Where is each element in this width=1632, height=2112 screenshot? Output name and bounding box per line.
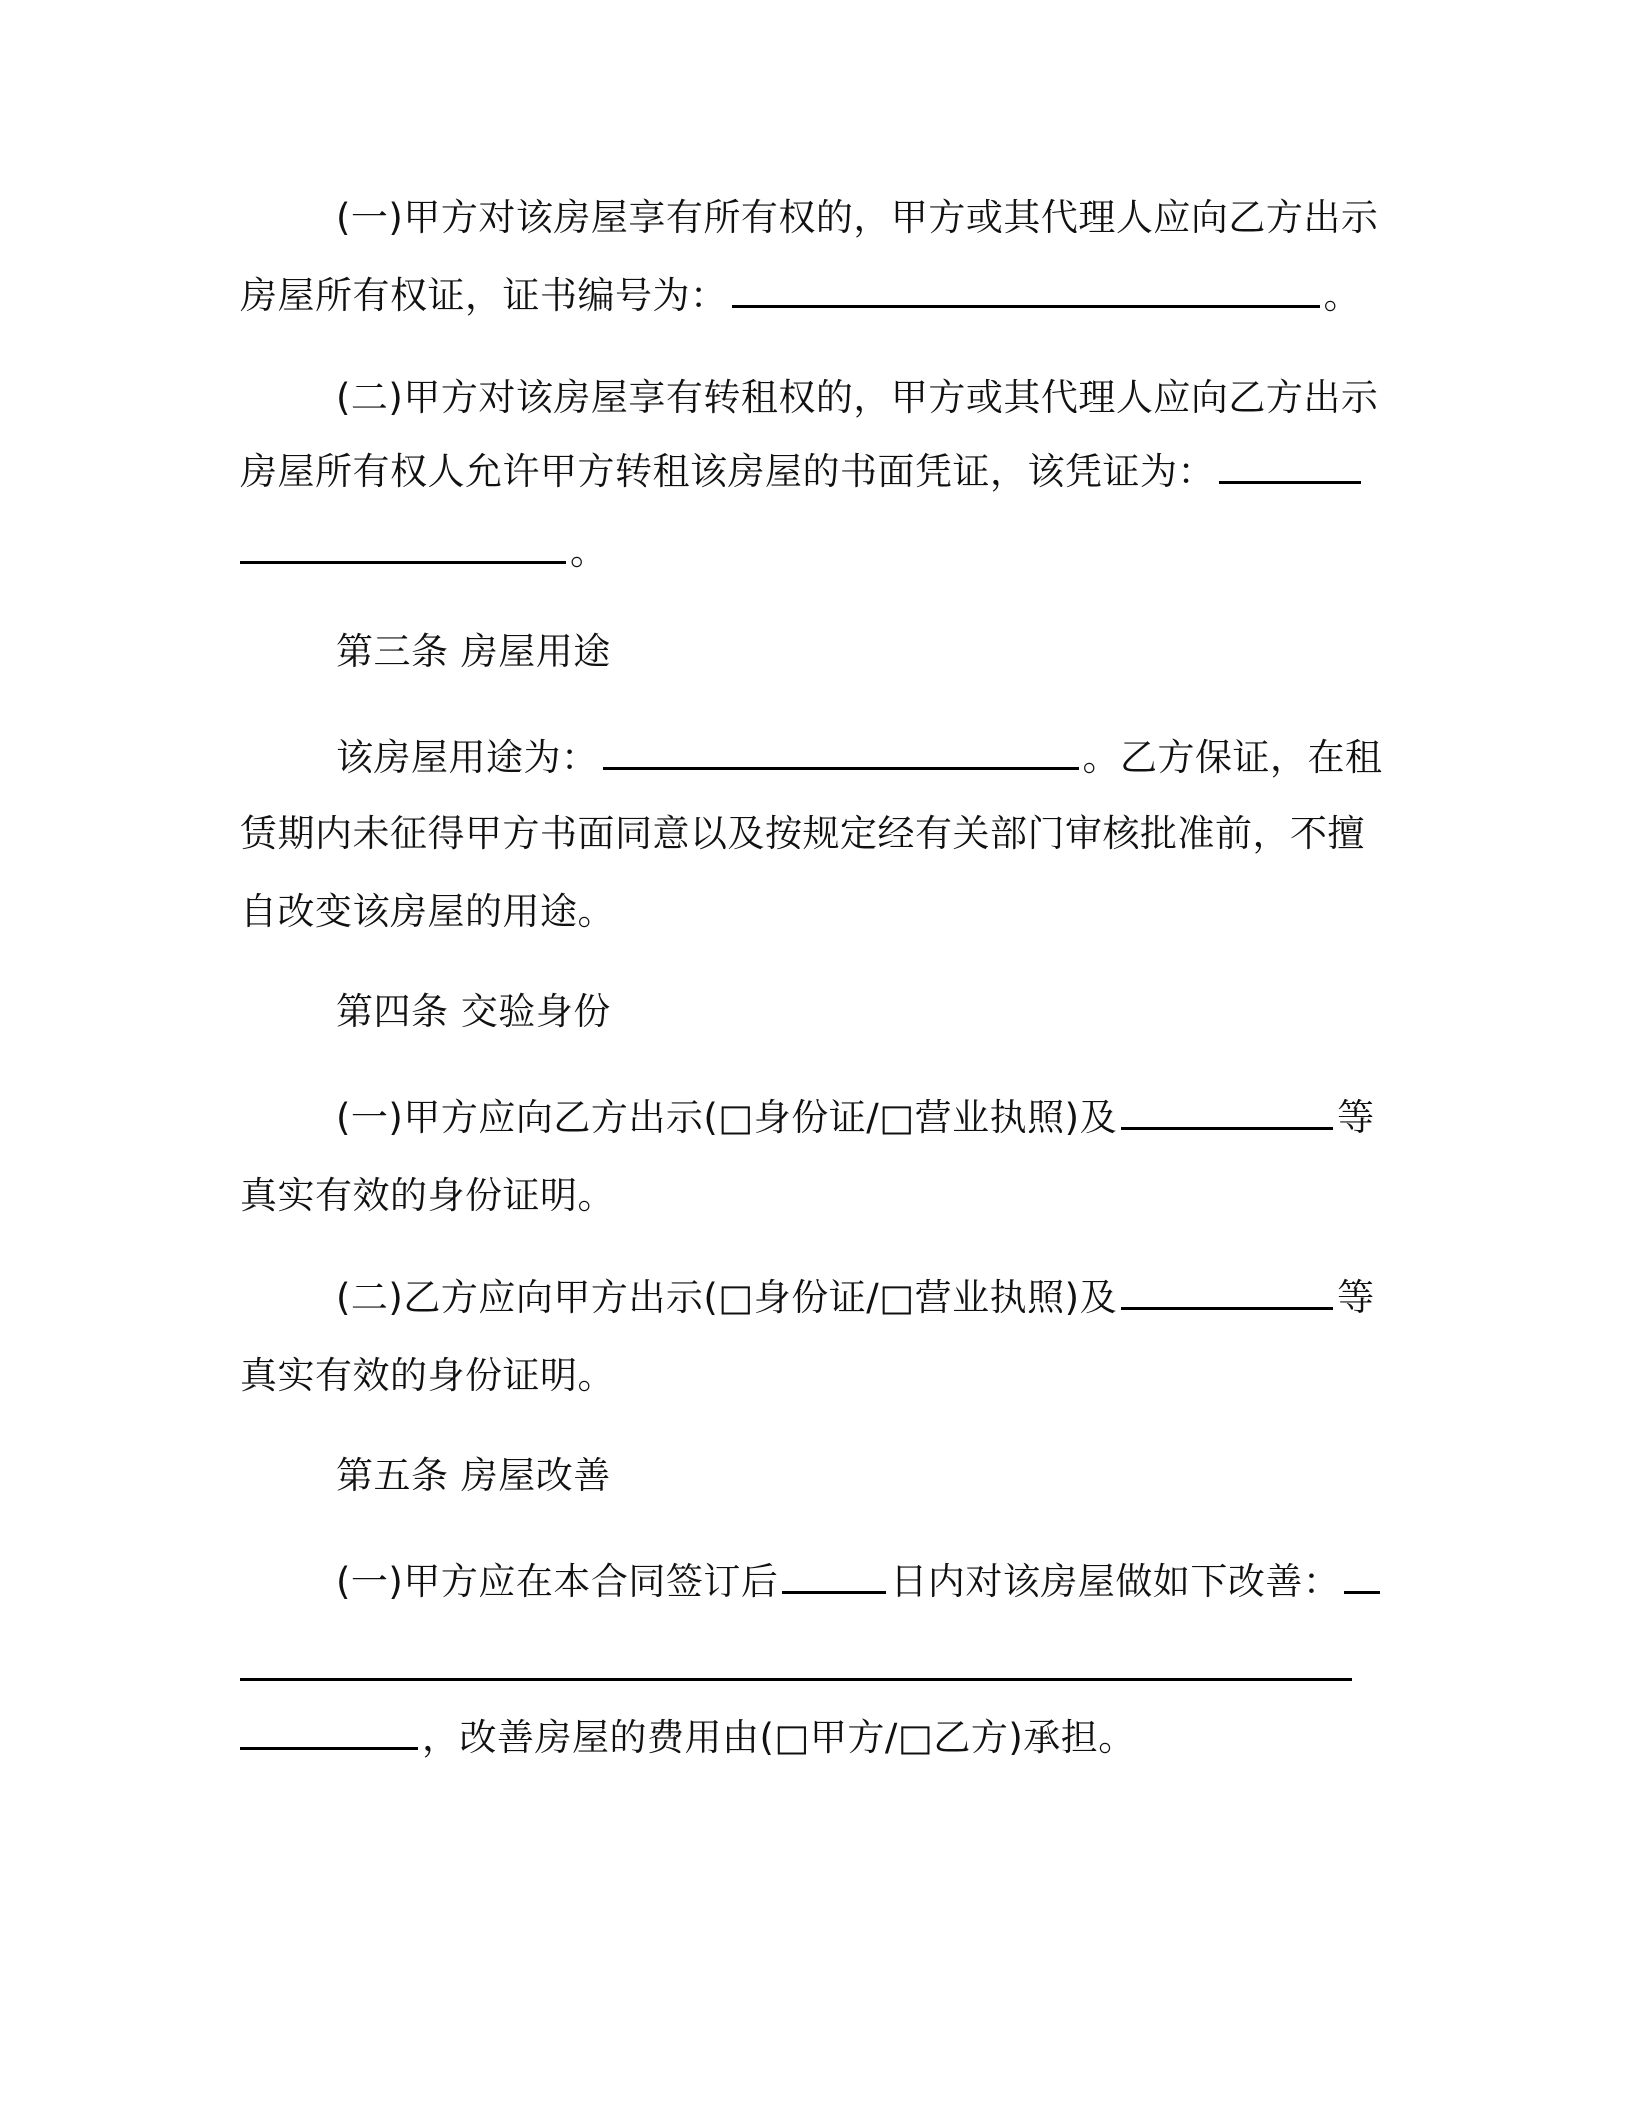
- clause3-line1: [240, 718, 1496, 798]
- text: 。乙方保证，在租: [1082, 736, 1383, 779]
- clause5-p1-line3: [240, 1698, 1400, 1778]
- clause4-p1-line1: [240, 1078, 1496, 1158]
- text: 赁期内未征得甲方书面同意以及按规定经有关部门审核批准前，不擅: [240, 812, 1365, 855]
- improvement-blank-line[interactable]: [240, 1678, 1352, 1681]
- text: (二)甲方对该房屋享有转租权的，甲方或其代理人应向乙方出示: [336, 376, 1379, 419]
- text: 该房屋用途为：: [336, 736, 599, 779]
- heading-text: 第四条 交验身份: [336, 990, 611, 1033]
- heading-text: 第五条 房屋改善: [336, 1454, 611, 1497]
- text: ，改善房屋的费用由(□甲方/□乙方)承担。: [422, 1716, 1136, 1759]
- days-blank[interactable]: [782, 1590, 886, 1594]
- clause5-p1-line1: [240, 1542, 1496, 1622]
- text: 自改变该房屋的用途。: [240, 890, 615, 933]
- text: 等: [1337, 1276, 1375, 1319]
- text: 房屋所有权证，证书编号为：: [240, 274, 728, 317]
- text: 真实有效的身份证明。: [240, 1354, 615, 1397]
- certificate-number-blank[interactable]: [732, 304, 1320, 308]
- text: 日内对该房屋做如下改善：: [890, 1560, 1341, 1603]
- improvement-blank-part3[interactable]: [240, 1746, 418, 1750]
- voucher-blank-part2[interactable]: [240, 560, 566, 564]
- clause4-p2-line1: [240, 1258, 1496, 1338]
- party-b-id-blank[interactable]: [1121, 1306, 1333, 1310]
- text: (一)甲方对该房屋享有所有权的，甲方或其代理人应向乙方出示: [336, 196, 1379, 239]
- text: 真实有效的身份证明。: [240, 1174, 615, 1217]
- clause2-p2-line3: [240, 512, 1400, 592]
- clause3-heading: [240, 612, 1496, 692]
- clause2-p1-line2: [240, 256, 1400, 336]
- text: (一)甲方应在本合同签订后: [336, 1560, 779, 1603]
- clause2-p2-line1: [240, 358, 1496, 438]
- clause4-heading: [240, 972, 1496, 1052]
- voucher-blank-part1[interactable]: [1219, 480, 1361, 484]
- usage-blank[interactable]: [603, 766, 1079, 770]
- text: 。: [570, 530, 608, 573]
- heading-text: 第三条 房屋用途: [336, 630, 611, 673]
- clause5-heading: [240, 1436, 1496, 1516]
- clause2-p1-line1: [240, 178, 1496, 258]
- clause4-p1-line2: [240, 1156, 1400, 1236]
- clause3-line3: [240, 872, 1400, 952]
- clause4-p2-line2: [240, 1336, 1400, 1416]
- party-a-id-blank[interactable]: [1121, 1126, 1333, 1130]
- clause2-p2-line2: [240, 432, 1400, 512]
- text: 房屋所有权人允许甲方转租该房屋的书面凭证，该凭证为：: [240, 450, 1215, 493]
- text: 。: [1323, 274, 1361, 317]
- text: (一)甲方应向乙方出示(□身份证/□营业执照)及: [336, 1096, 1118, 1139]
- text: (二)乙方应向甲方出示(□身份证/□营业执照)及: [336, 1276, 1118, 1319]
- clause3-line2: [240, 794, 1400, 874]
- improvement-blank-part1[interactable]: [1344, 1590, 1380, 1594]
- text: 等: [1337, 1096, 1375, 1139]
